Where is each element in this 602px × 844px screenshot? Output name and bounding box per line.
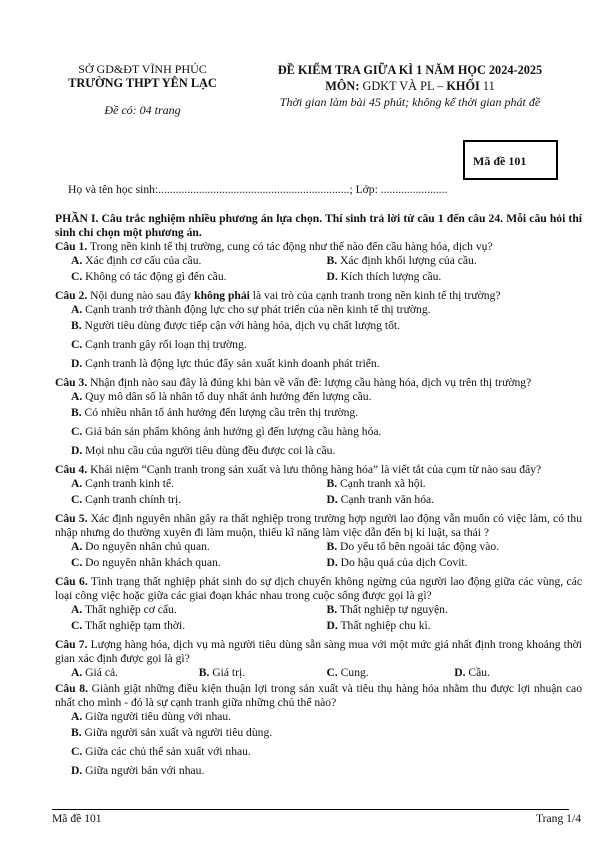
grade-value: 11 [479,79,495,93]
option-letter: C. [71,338,83,351]
option-letter: C. [71,493,83,506]
option-letter: A. [71,254,83,267]
grade-label: KHỐI [446,79,480,93]
option-text: Có nhiều nhân tố ảnh hưởng đến lượng cầu trên thị trường. [81,406,359,419]
option-text: Giá trị. [209,666,246,679]
question-number: Câu 6. [55,575,88,588]
question-1 [55,240,582,289]
option-text: Do nguyên nhân chủ quan. [82,540,210,553]
options [55,303,582,376]
question-stem [55,638,582,666]
option-letter: D. [71,444,83,457]
question-stem [55,512,582,540]
department-name: SỞ GD&ĐT VĨNH PHÚC [78,62,207,76]
option-letter: B. [326,254,338,267]
question-number: Câu 4. [55,463,88,476]
question-text: Xác định nguyên nhân gây ra thất nghiệp trong trường hợp người lao động vẫn muốn có việc làm, có thu nhập nhưng do thường xuyên đi làm muộn, thiếu kĩ năng làm việc dẫn đến bị kỉ luật, sa thải ? [55,512,582,539]
option-text: Do yếu tố bên ngoài tác động vào. [337,540,500,553]
header-left [40,62,245,118]
option-text: Cạnh tranh kinh tế. [82,477,175,490]
question-stem [55,575,582,603]
option-text: Giữa người tiêu dùng với nhau. [82,710,232,723]
option-b[interactable] [327,254,583,268]
option-letter: A. [71,303,83,316]
option-text: Giữa các chủ thể sản xuất với nhau. [82,745,251,758]
subject-line [250,78,570,94]
option-letter: D. [326,556,338,569]
question-text: Nhận định nào sau đây là đúng khi bàn về vấn đề: lượng cầu hàng hóa, dịch vụ trên thị trường? [87,376,532,389]
subject-prefix: MÔN: [325,79,360,93]
option-b[interactable] [199,666,327,680]
option-letter: A. [71,390,83,403]
part-1-title: PHẦN I. Câu trắc nghiệm nhiều phương án lựa chọn. Thí sinh trả lời từ câu 1 đến câu 24. Mỗi câu hỏi thí sinh chỉ chọn một phương án. [55,212,582,239]
question-text: Trong nền kinh tế thị trường, cung có tác động như thế nào đến cầu hàng hóa, dịch vụ? [87,240,493,253]
option-text: Thất nghiệp tạm thời. [82,619,186,632]
question-text: Nội dung nào sau đây [87,289,195,302]
question-stem [55,240,582,254]
option-text: Quy mô dân số là nhân tố duy nhất ảnh hưởng đến lượng cầu. [82,390,372,403]
option-text: Người tiêu dùng được tiếp cận với hàng hóa, dịch vụ chất lượng tốt. [81,319,400,332]
option-letter: C. [326,666,338,679]
exam-title: ĐỀ KIỂM TRA GIỮA KÌ 1 NĂM HỌC 2024-2025 [277,63,543,77]
option-b[interactable] [71,726,582,745]
question-2 [55,289,582,376]
option-text: Giữa người bán với nhau. [82,764,205,777]
option-text: Cạnh tranh văn hóa. [337,493,435,506]
option-text: Do hậu quả của dịch Covit. [337,556,468,569]
option-c[interactable] [71,745,582,764]
option-text: Cầu. [465,666,491,679]
options [55,477,582,512]
option-letter: D. [71,764,83,777]
option-letter: B. [326,540,338,553]
option-text: Cạnh tranh gây rối loạn thị trường. [82,338,247,351]
option-text: Thất nghiệp cơ cấu. [82,603,177,616]
option-text: Giá bán sản phẩm không ảnh hưởng gì đến lượng cầu hàng hóa. [82,425,382,438]
option-text: Cung. [337,666,369,679]
option-text: Cạnh tranh là động lực thúc đẩy sản xuất kinh doanh phát triển. [82,357,380,370]
option-c[interactable] [71,338,582,357]
option-b[interactable] [327,477,583,491]
option-c[interactable] [71,556,327,570]
option-c[interactable] [327,666,455,680]
question-text: Lượng hàng hóa, dịch vụ mà người tiêu dùng sẵn sàng mua với một mức giá nhất định trong khoảng thời gian xác định được gọi là gì? [55,638,582,665]
exam-content [55,212,582,783]
option-letter: B. [71,406,82,419]
question-number: Câu 3. [55,376,88,389]
option-text: Xác định khối lượng của cầu. [337,254,477,267]
header-right [250,62,570,110]
option-b[interactable] [71,406,582,425]
question-stem [55,376,582,390]
option-text: Thất nghiệp tự nguyện. [337,603,448,616]
option-text: Kích thích lượng cầu. [337,270,442,283]
question-6 [55,575,582,638]
pages-note: Đề có: 04 trang [104,103,181,117]
options [55,666,582,682]
question-number: Câu 1. [55,240,88,253]
option-letter: D. [454,666,466,679]
option-letter: C. [71,619,83,632]
option-letter: A. [71,710,83,723]
option-b[interactable] [71,319,582,338]
options [55,603,582,638]
footer-divider [52,809,569,810]
question-stem [55,289,582,303]
option-a[interactable] [71,390,582,406]
option-a[interactable] [71,540,327,554]
option-c[interactable] [71,619,327,633]
question-stem [55,463,582,477]
options [55,390,582,463]
option-b[interactable] [327,603,583,617]
question-emphasis: không phải [194,289,250,302]
option-letter: A. [71,540,83,553]
option-text: Cạnh tranh trở thành động lực cho sự phát triển của nền kinh tế thị trường. [82,303,431,316]
option-a[interactable] [71,477,327,491]
option-letter: A. [71,603,83,616]
options [55,710,582,783]
time-note: Thời gian làm bài 45 phút; không kể thời gian phát đề [279,95,541,109]
question-5 [55,512,582,575]
option-letter: D. [71,357,83,370]
option-text: Giá cả. [82,666,119,679]
question-number: Câu 5. [55,512,88,525]
option-b[interactable] [327,540,583,554]
question-text: Khái niệm “Cạnh tranh trong sản xuất và lưu thông hàng hóa” là viết tắt của cụm từ nào sau đây? [87,463,542,476]
option-d[interactable] [71,357,582,376]
option-letter: A. [71,477,83,490]
question-number: Câu 8. [55,682,88,695]
option-a[interactable] [71,254,327,268]
footer-exam-code: Mã đề 101 [52,812,102,825]
option-letter: C. [71,745,83,758]
option-letter: C. [71,270,83,283]
option-d[interactable] [327,556,583,570]
subject-name: GDKT VÀ PL – [359,79,447,93]
option-text: Mọi nhu cầu của người tiêu dùng đều được coi là cầu. [82,444,336,457]
option-text: Cạnh tranh chính trị. [82,493,182,506]
option-a[interactable] [71,303,582,319]
question-number: Câu 2. [55,289,88,302]
option-a[interactable] [71,603,327,617]
option-c[interactable] [71,425,582,444]
options [55,254,582,289]
option-d[interactable] [327,619,583,633]
question-7 [55,638,582,682]
question-number: Câu 7. [55,638,88,651]
option-letter: B. [326,477,338,490]
school-name: TRƯỜNG THPT YÊN LẠC [68,76,217,90]
footer-page-number: Trang 1/4 [536,812,581,825]
option-a[interactable] [71,710,582,726]
exam-code-box: Mã đề 101 [463,140,558,180]
option-letter: D. [326,493,338,506]
option-text: Giữa người sản xuất và người tiêu dùng. [81,726,273,739]
option-d[interactable] [454,666,582,680]
question-8 [55,682,582,783]
option-letter: C. [71,425,83,438]
option-letter: B. [326,603,338,616]
option-letter: B. [71,726,82,739]
option-a[interactable] [71,666,199,680]
question-4 [55,463,582,512]
option-d[interactable] [327,493,583,507]
option-letter: A. [71,666,83,679]
option-letter: B. [198,666,210,679]
question-text: Giành giật những điều kiện thuận lợi trong sản xuất và tiêu thụ hàng hóa nhằm thu được lợi nhuận cao nhất cho mình - đó là sự cạnh tranh giữa những chủ thể nào? [55,682,582,709]
option-text: Không có tác động gì đến cầu. [82,270,227,283]
option-letter: D. [326,619,338,632]
option-letter: C. [71,556,83,569]
option-d[interactable] [71,444,582,463]
options [55,540,582,575]
question-stem [55,682,582,710]
option-letter: D. [326,270,338,283]
student-info-line: Họ và tên học sinh:..................................................................; Lớp: ....................... [68,183,448,196]
option-text: Do nguyên nhân khách quan. [82,556,221,569]
question-text: là vai trò của cạnh tranh trong nền kinh tế thị trường? [249,289,501,302]
option-text: Cạnh tranh xã hội. [337,477,426,490]
option-text: Xác định cơ cấu của cầu. [82,254,202,267]
question-3 [55,376,582,463]
question-text: Tình trạng thất nghiệp phát sinh do sự dịch chuyển không ngừng của người lao động giữa các vùng, các loại công việc hoặc giữa các giai đoạn khác nhau trong cuộc sống được gọi là gì? [55,575,582,602]
option-c[interactable] [71,270,327,284]
option-d[interactable] [327,270,583,284]
option-text: Thất nghiệp chu kì. [337,619,431,632]
option-d[interactable] [71,764,582,783]
option-c[interactable] [71,493,327,507]
option-letter: B. [71,319,82,332]
